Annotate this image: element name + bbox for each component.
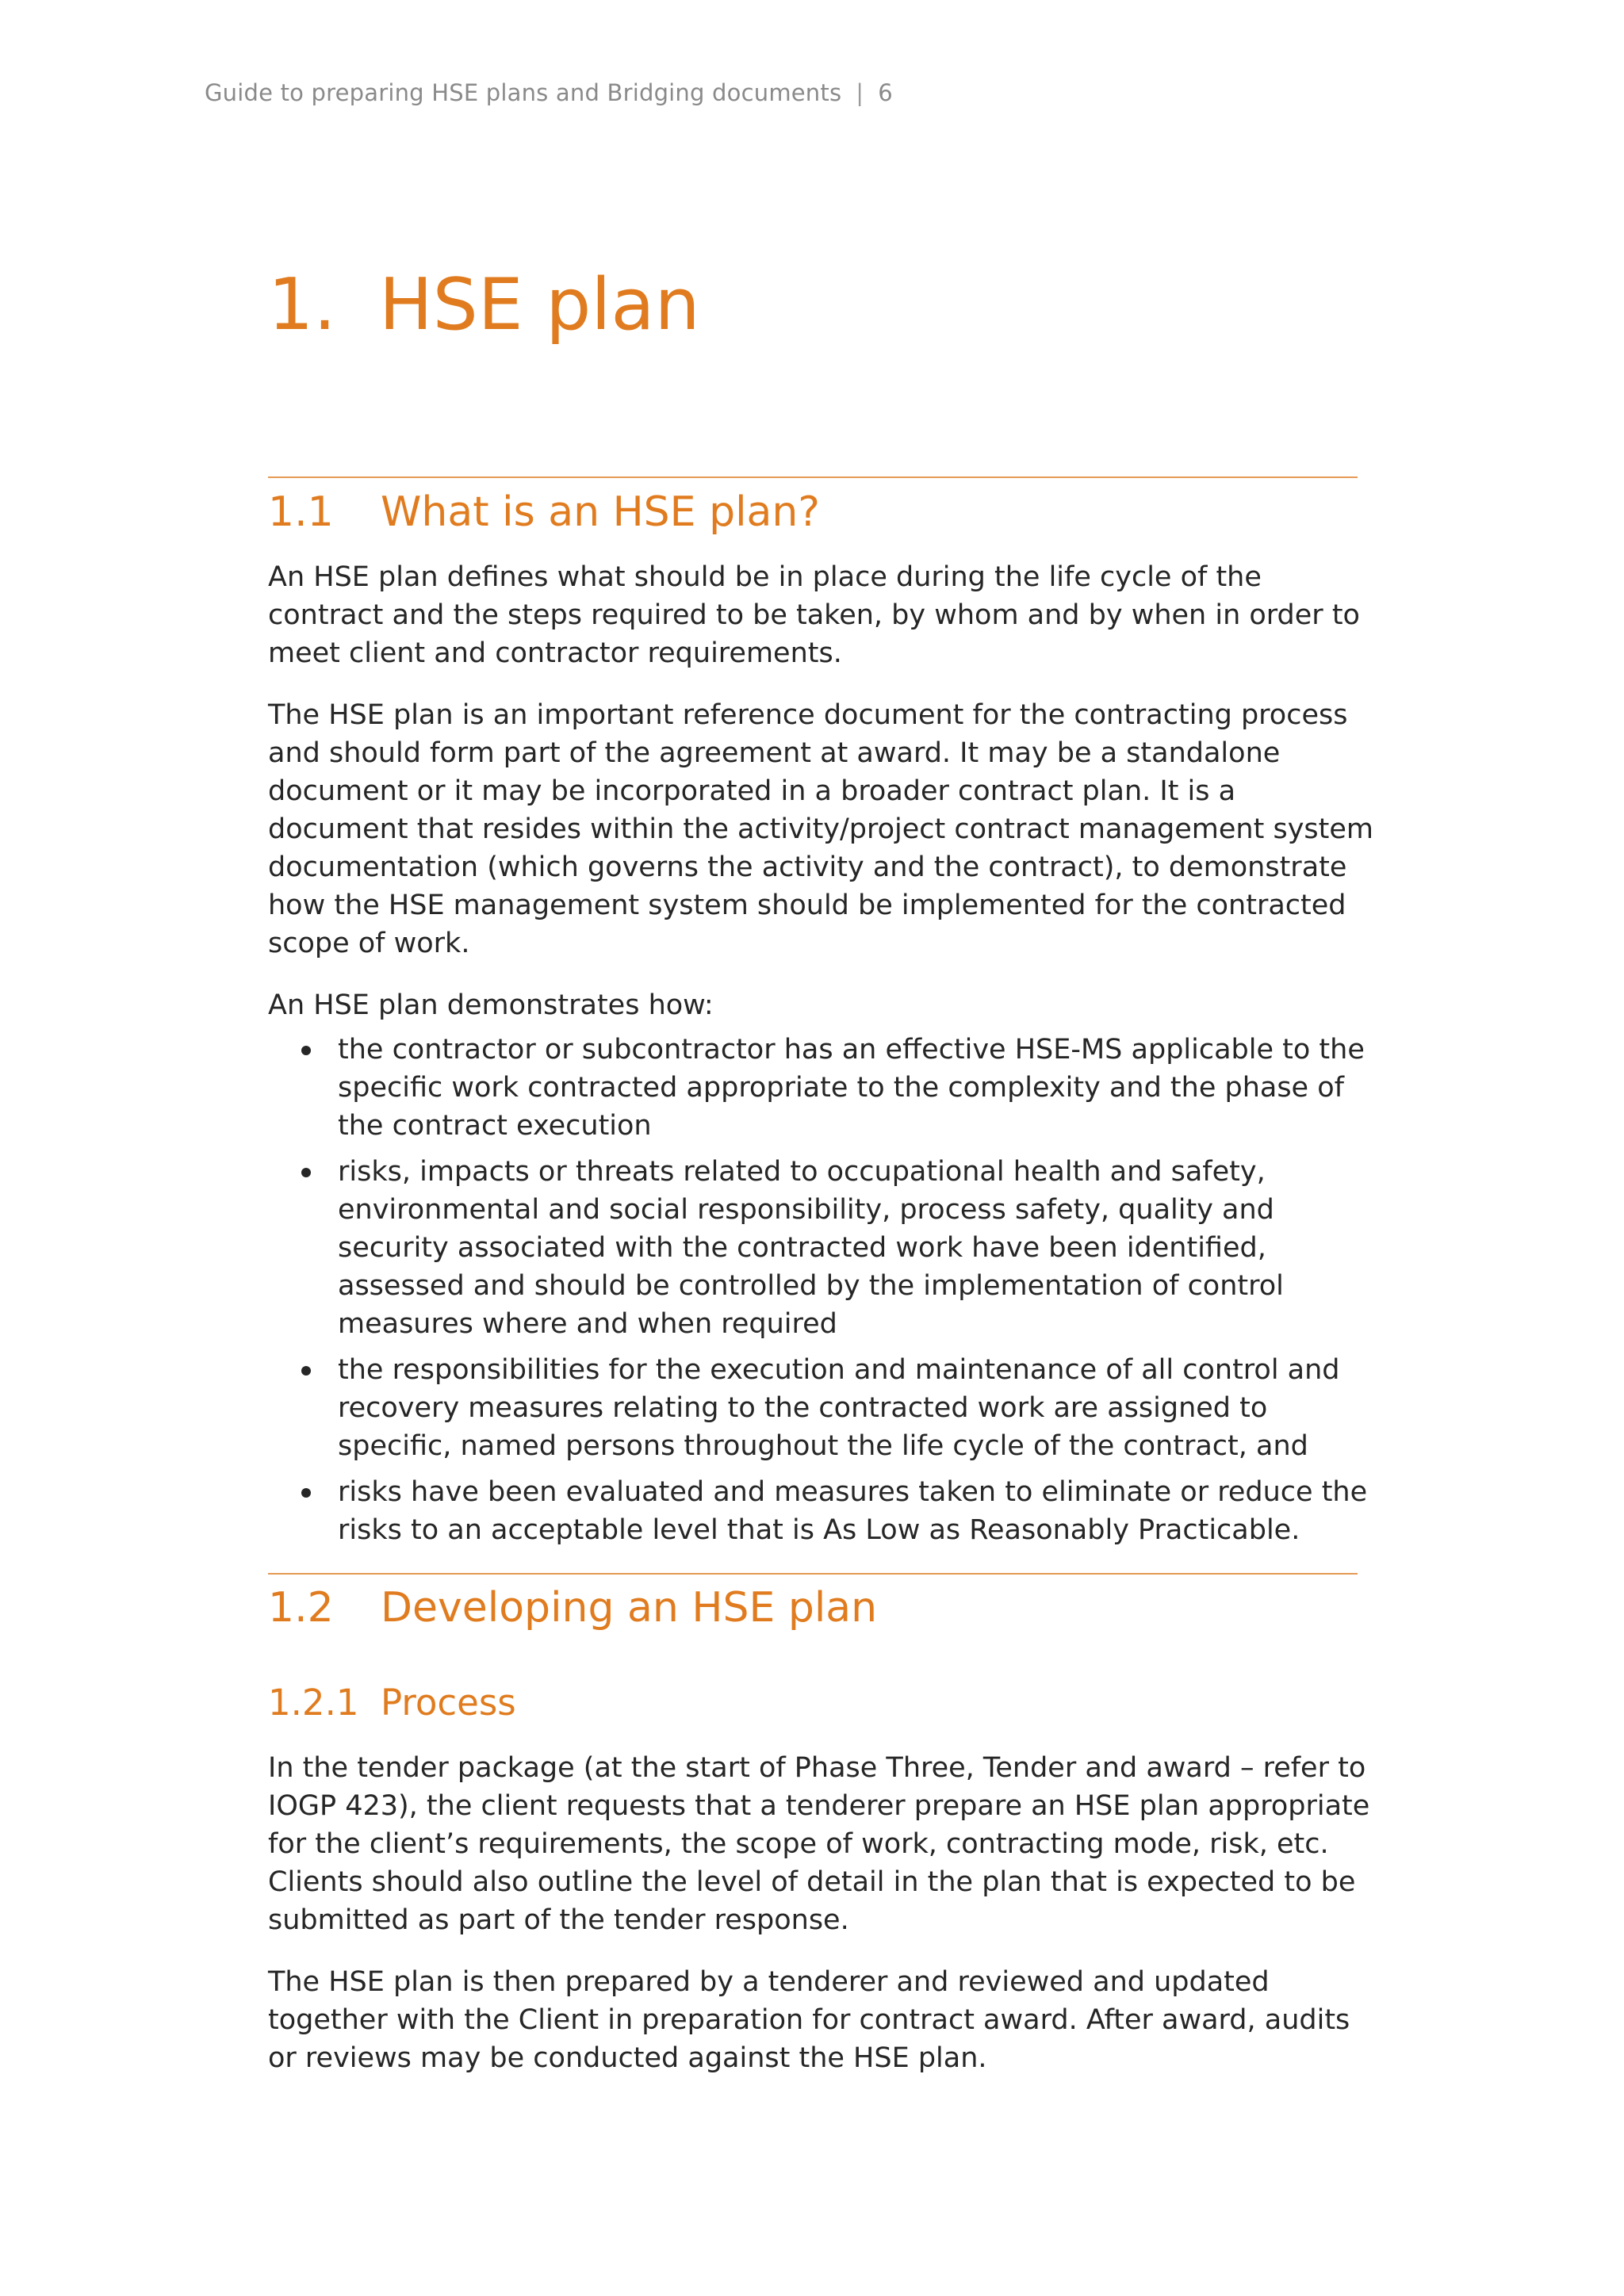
subsection-1-2-1-number: 1.2.1 bbox=[268, 1682, 359, 1724]
section-1-2-number: 1.2 bbox=[268, 1584, 334, 1632]
running-header-title: Guide to preparing HSE plans and Bridging documents bbox=[205, 79, 842, 106]
bullet-icon bbox=[301, 1488, 311, 1498]
section-1-1-number: 1.1 bbox=[268, 488, 334, 536]
list-item bbox=[268, 1031, 1378, 1145]
chapter-title-text: HSE plan bbox=[379, 263, 700, 346]
section-1-1-heading bbox=[268, 487, 820, 538]
bullet-icon bbox=[301, 1366, 311, 1376]
running-header bbox=[205, 79, 893, 106]
list-item-text: risks, impacts or threats related to occupational health and safety, environmental and social responsibility, process safety, quality and security associated with the contracted work have been identified, assessed and should be controlled by the implementation of control measures where and when required bbox=[338, 1156, 1284, 1340]
paragraph: An HSE plan demonstrates how: bbox=[268, 989, 714, 1021]
chapter-number: 1. bbox=[268, 263, 336, 346]
bullet-list bbox=[268, 1031, 1378, 1549]
list-item-text: the responsibilities for the execution and maintenance of all control and recovery measures relating to the contracted work are assigned to specific, named persons throughout the life cycle of the contract, and bbox=[338, 1354, 1340, 1462]
list-item bbox=[268, 1153, 1378, 1343]
subsection-1-2-1-body bbox=[268, 1749, 1378, 2101]
list-item-text: the contractor or subcontractor has an effective HSE-MS applicable to the specific work contracted appropriate to the complexity and the phase of the contract execution bbox=[338, 1034, 1365, 1142]
page-number: 6 bbox=[878, 79, 893, 106]
section-1-1-body bbox=[268, 558, 1378, 1557]
section-1-1-rule bbox=[268, 476, 1358, 478]
paragraph: The HSE plan is then prepared by a tenderer and reviewed and updated together with the Client in preparation for contract award. After award, audits or reviews may be conducted against the HSE plan. bbox=[268, 1966, 1350, 2074]
bullet-icon bbox=[301, 1046, 311, 1055]
bullet-icon bbox=[301, 1168, 311, 1177]
subsection-1-2-1-title: Process bbox=[381, 1682, 516, 1724]
running-header-separator: | bbox=[856, 79, 864, 106]
list-item bbox=[268, 1473, 1378, 1549]
paragraph: In the tender package (at the start of Phase Three, Tender and award – refer to IOGP 423), the client requests that a tenderer prepare an HSE plan appropriate for the client’s requirements, the scope of work, contracting mode, risk, etc. Clients should also outline the level of detail in the plan that is expected to be submitted as part of the tender response. bbox=[268, 1752, 1370, 1936]
section-1-1-title: What is an HSE plan? bbox=[381, 488, 820, 536]
subsection-1-2-1-heading bbox=[268, 1681, 516, 1725]
section-1-2-heading bbox=[268, 1582, 877, 1633]
paragraph: An HSE plan defines what should be in place during the life cycle of the contract and the steps required to be taken, by whom and by when in order to meet client and contractor requirements. bbox=[268, 561, 1360, 669]
chapter-title bbox=[268, 262, 700, 349]
section-1-2-rule bbox=[268, 1573, 1358, 1575]
section-1-2-title: Developing an HSE plan bbox=[381, 1584, 878, 1632]
paragraph: The HSE plan is an important reference document for the contracting process and should form part of the agreement at award. It may be a standalone document or it may be incorporated in a broader contract plan. It is a document that resides within the activity/project contract management system documentation (which governs the activity and the contract), to demonstrate how the HSE management system should be implemented for the contracted scope of work. bbox=[268, 699, 1374, 959]
list-item-text: risks have been evaluated and measures taken to eliminate or reduce the risks to an acceptable level that is As Low as Reasonably Practicable. bbox=[338, 1476, 1368, 1546]
list-item bbox=[268, 1351, 1378, 1465]
